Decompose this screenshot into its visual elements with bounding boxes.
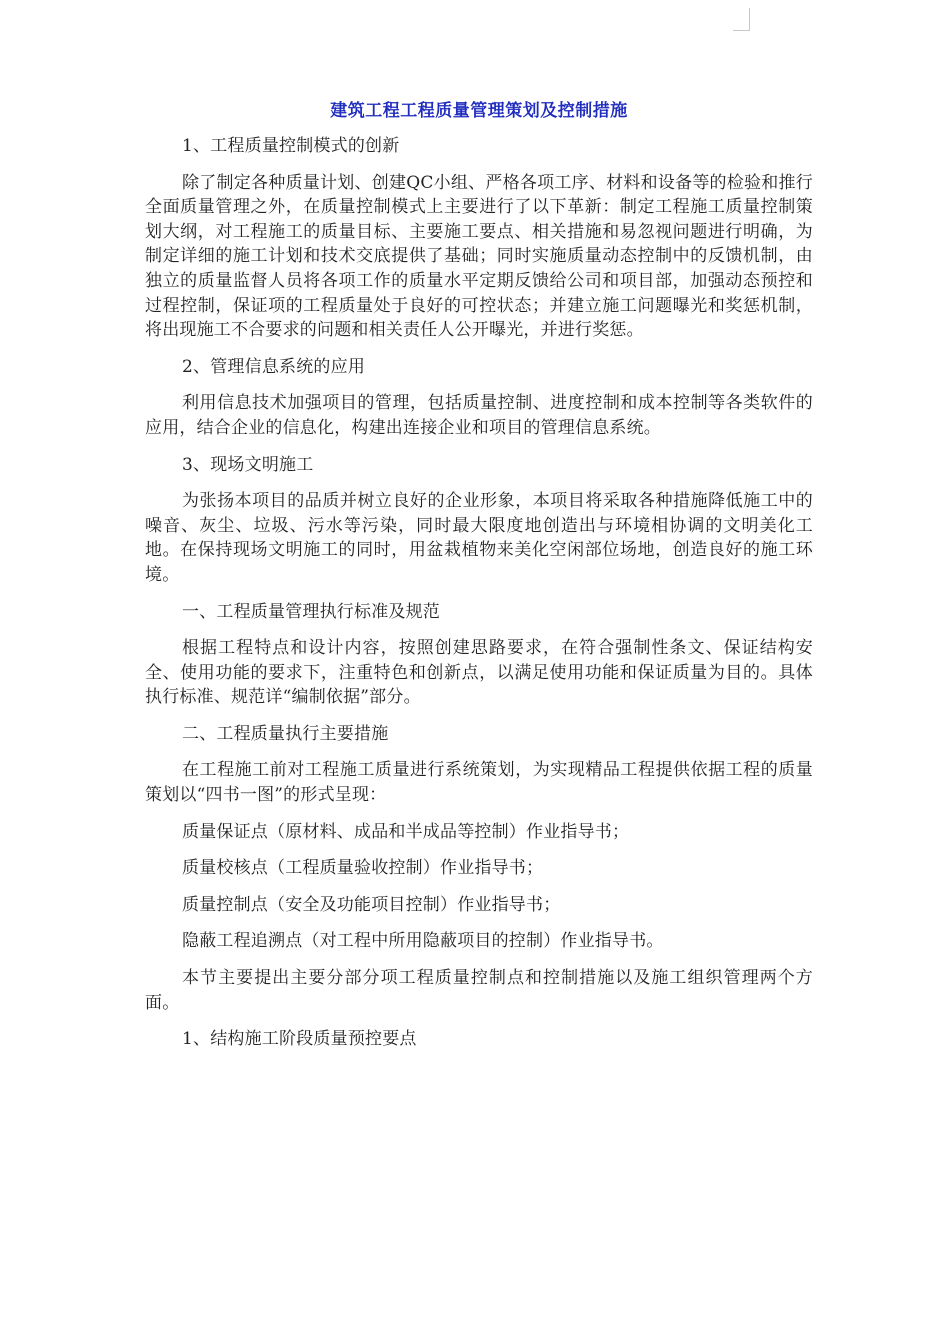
- paragraph-quality-control-innovation: 除了制定各种质量计划、创建QC小组、严格各项工序、材料和设备等的检验和推行全面质量管理之外，在质量控制模式上主要进行了以下革新：制定工程施工质量控制策划大纲，对工程施工的质量目标、主要施工要点、相关措施和易忽视问题进行明确，为制定详细的施工计划和技术交底提供了基础；同时实施质量动态控制中的反馈机制，由独立的质量监督人员将各项工作的质量水平定期反馈给公司和项目部，加强动态预控和过程控制，保证项的工程质量处于良好的可控状态；并建立施工问题曝光和奖惩机制，将出现施工不合要求的问题和相关责任人公开曝光，并进行奖惩。: [145, 172, 813, 341]
- paragraph-civilized-construction: 为张扬本项目的品质并树立良好的企业形象，本项目将采取各种措施降低施工中的噪音、灰尘、垃圾、污水等污染，同时最大限度地创造出与环境相协调的文明美化工地。在保持现场文明施工的同时，用盆栽植物来美化空闲部位场地，创造良好的施工环境。: [145, 491, 813, 585]
- section-heading-mis-application: 2、管理信息系统的应用: [182, 356, 366, 377]
- section-heading-structure-phase: 1、结构施工阶段质量预控要点: [182, 1029, 417, 1050]
- paragraph-mis-application: 利用信息技术加强项目的管理，包括质量控制、进度控制和成本控制等各类软件的应用，结合企业的信息化，构建出连接企业和项目的管理信息系统。: [145, 393, 813, 438]
- page-corner-mark: [733, 8, 750, 31]
- section-heading-main-measures: 二、工程质量执行主要措施: [182, 723, 389, 744]
- list-item-concealed-work-trace-point: 隐蔽工程追溯点（对工程中所用隐蔽项目的控制）作业指导书。: [182, 931, 664, 952]
- paragraph-section-summary: 本节主要提出主要分部分项工程质量控制点和控制措施以及施工组织管理两个方面。: [145, 968, 813, 1013]
- list-item-quality-assurance-point: 质量保证点（原材料、成品和半成品等控制）作业指导书；: [182, 821, 630, 842]
- section-heading-quality-control-innovation: 1、工程质量控制模式的创新: [182, 136, 400, 156]
- section-heading-standards: 一、工程质量管理执行标准及规范: [182, 601, 440, 622]
- paragraph-standards: 根据工程特点和设计内容，按照创建思路要求，在符合强制性条文、保证结构安全、使用功能的要求下，注重特色和创新点，以满足使用功能和保证质量为目的。具体执行标准、规范详“编制依据”部分。: [145, 638, 813, 708]
- document-body: [145, 98, 813, 1064]
- list-item-quality-check-point: 质量校核点（工程质量验收控制）作业指导书；: [182, 858, 544, 879]
- paragraph-main-measures: 在工程施工前对工程施工质量进行系统策划，为实现精品工程提供依据工程的质量策划以“四书一图”的形式呈现：: [145, 760, 813, 806]
- document-title: 建筑工程工程质量管理策划及控制措施: [330, 101, 628, 121]
- list-item-quality-control-point: 质量控制点（安全及功能项目控制）作业指导书；: [182, 894, 561, 915]
- section-heading-civilized-construction: 3、现场文明施工: [182, 454, 314, 475]
